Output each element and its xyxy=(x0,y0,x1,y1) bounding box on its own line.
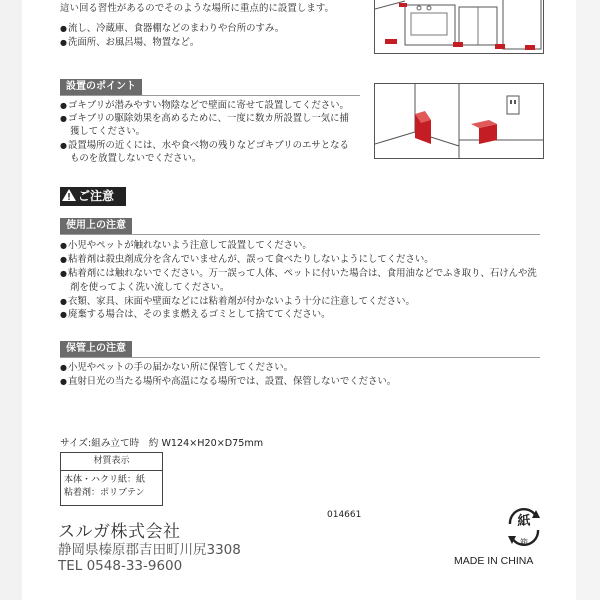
usage-bullet-3-cont: 剤を使ってよく洗い流してください。 xyxy=(70,282,230,293)
intro-bullet-2: ● 洗面所、お風呂場、物置など。 xyxy=(60,36,199,49)
right-margin-stripe xyxy=(576,0,600,600)
materials-row-2: 粘着剤：ポリブテン xyxy=(64,488,145,498)
product-code: 014661 xyxy=(327,510,362,520)
warning-icon xyxy=(60,187,78,206)
usage-bullet-3: ● 粘着剤には触れないでください。万一誤って人体、ペットに付いた場合は、食用油などでふき取り、石けんや洗 xyxy=(60,267,537,280)
kitchen-illustration xyxy=(374,0,544,54)
company-tel: TEL 0548-33-9600 xyxy=(58,558,183,574)
caution-header xyxy=(60,187,126,206)
placement-bullet-1: ● ゴキブリが潜みやすい物陰などで壁面に寄せて設置してください。 xyxy=(60,99,349,112)
materials-row-1: 本体・ハクリ紙：紙 xyxy=(64,475,146,485)
storage-rule xyxy=(60,357,540,358)
size-info: サイズ:組み立て時 約 W124×H20×D75mm xyxy=(60,438,264,449)
placement-illustration xyxy=(374,83,544,159)
materials-title: 材質表示 xyxy=(61,453,162,471)
storage-title: 保管上の注意 xyxy=(60,341,132,357)
placement-bullet-2: ● ゴキブリの駆除効果を高めるために、一度に数カ所設置し一気に捕 xyxy=(60,112,349,125)
recycle-sub-text: 箱 xyxy=(520,538,528,547)
usage-bullet-4: ● 衣類、家具、床面や壁面などには粘着剤が付かないよう十分に注意してください。 xyxy=(60,295,415,308)
company-name: スルガ株式会社 xyxy=(58,522,181,542)
origin-label: MADE IN CHINA xyxy=(454,555,534,567)
placement-bullet-3-cont: ものを放置しないでください。 xyxy=(70,153,202,164)
usage-title: 使用上の注意 xyxy=(60,218,132,234)
company-address: 静岡県榛原郡吉田町川尻3308 xyxy=(58,542,241,558)
placement-drawing xyxy=(375,84,543,158)
placement-bullet-2-cont: 獲してください。 xyxy=(70,126,146,137)
left-margin-stripe xyxy=(0,0,22,600)
usage-bullet-5: ● 廃棄する場合は、そのまま燃えるゴミとして捨ててください。 xyxy=(60,308,331,321)
intro-bullet-1: ● 流し、冷蔵庫、食器棚などのまわりや台所のすみ。 xyxy=(60,22,284,35)
usage-rule xyxy=(60,234,540,235)
materials-table xyxy=(60,452,163,506)
placement-bullet-3: ● 設置場所の近くには、水や食べ物の残りなどゴキブリのエサとなる xyxy=(60,139,349,152)
placement-title: 設置のポイント xyxy=(60,79,142,95)
recycle-mark-text: 紙 xyxy=(517,514,531,529)
usage-bullet-2: ● 粘着剤は殺虫剤成分を含んでいませんが、誤って食べたりしないようにしてください。 xyxy=(60,253,434,266)
paper-recycle-icon xyxy=(500,504,548,550)
kitchen-drawing xyxy=(375,0,543,53)
usage-bullet-1: ● 小児やペットが触れないよう注意して設置してください。 xyxy=(60,239,312,252)
placement-rule xyxy=(60,95,360,96)
caution-label: ご注意 xyxy=(78,189,115,203)
storage-bullet-2: ● 直射日光の当たる場所や高温になる場所では、設置、保管しないでください。 xyxy=(60,375,396,388)
storage-bullet-1: ● 小児やペットの手の届かない所に保管してください。 xyxy=(60,361,293,374)
intro-line: 這い回る習性があるのでそのような場所に重点的に設置します。 xyxy=(60,3,335,14)
